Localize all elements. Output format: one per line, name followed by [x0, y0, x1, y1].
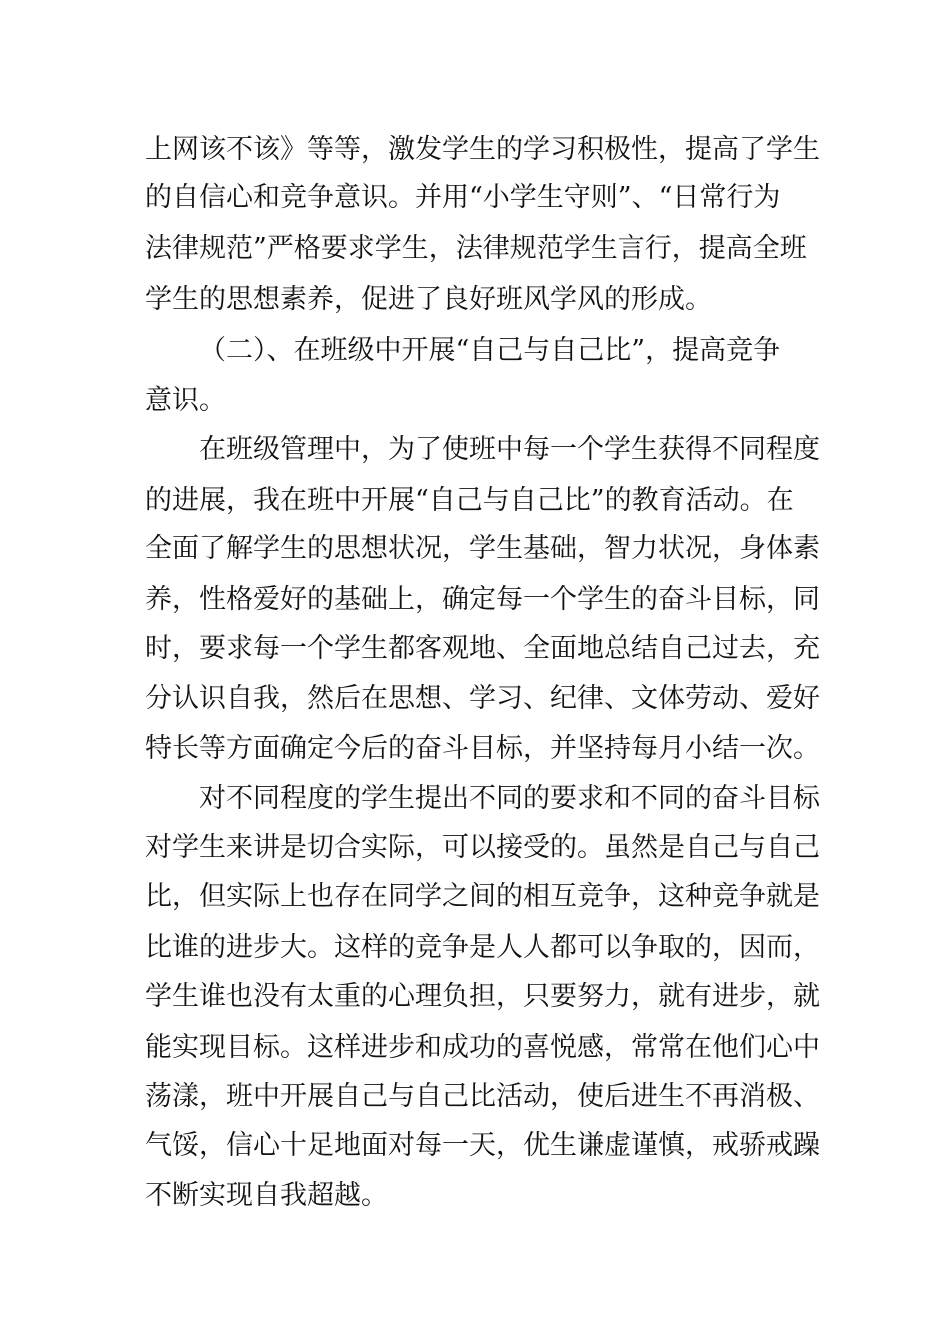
text-line: 不断实现自我超越。 — [145, 1180, 388, 1211]
text-line: 气馁，信心十足地面对每一天，优生谦虚谨慎，戒骄戒躁 — [145, 1130, 820, 1161]
text-line: 在班级管理中，为了使班中每一个学生获得不同程度 — [199, 434, 820, 465]
text-line: 养，性格爱好的基础上，确定每一个学生的奋斗目标，同 — [145, 584, 820, 615]
text-line: 的自信心和竞争意识。并用“小学生守则”、“日常行为 — [145, 182, 781, 213]
text-line: 分认识自我，然后在思想、学习、纪律、文体劳动、爱好 — [145, 683, 820, 714]
section-heading-continuation: 意识。 — [145, 385, 226, 416]
text-line: 比，但实际上也存在同学之间的相互竞争，这种竞争就是 — [145, 881, 820, 912]
text-line: 能实现目标。这样进步和成功的喜悦感，常常在他们心中 — [145, 1032, 820, 1063]
text-line: 对不同程度的学生提出不同的要求和不同的奋斗目标 — [199, 783, 820, 814]
text-line: 法律规范”严格要求学生，法律规范学生言行，提高全班 — [145, 233, 807, 264]
text-line: 特长等方面确定今后的奋斗目标，并坚持每月小结一次。 — [145, 733, 820, 764]
text-line: 学生谁也没有太重的心理负担，只要努力，就有进步，就 — [145, 981, 820, 1012]
text-line: 上网该不该》等等，激发学生的学习积极性，提高了学生 — [145, 134, 820, 165]
text-line: 比谁的进步大。这样的竞争是人人都可以争取的，因而， — [145, 932, 820, 963]
text-line: 学生的思想素养，促进了良好班风学风的形成。 — [145, 284, 712, 315]
text-line: 时，要求每一个学生都客观地、全面地总结自己过去，充 — [145, 633, 820, 664]
text-line: 的进展，我在班中开展“自己与自己比”的教育活动。在 — [145, 485, 794, 516]
text-line: 对学生来讲是切合实际，可以接受的。虽然是自己与自己 — [145, 832, 820, 863]
text-line: 全面了解学生的思想状况，学生基础，智力状况，身体素 — [145, 533, 820, 564]
text-line: 荡漾，班中开展自己与自己比活动，使后进生不再消极、 — [145, 1081, 820, 1112]
section-heading: （二）、在班级中开展“自己与自己比”，提高竞争 — [199, 335, 781, 366]
